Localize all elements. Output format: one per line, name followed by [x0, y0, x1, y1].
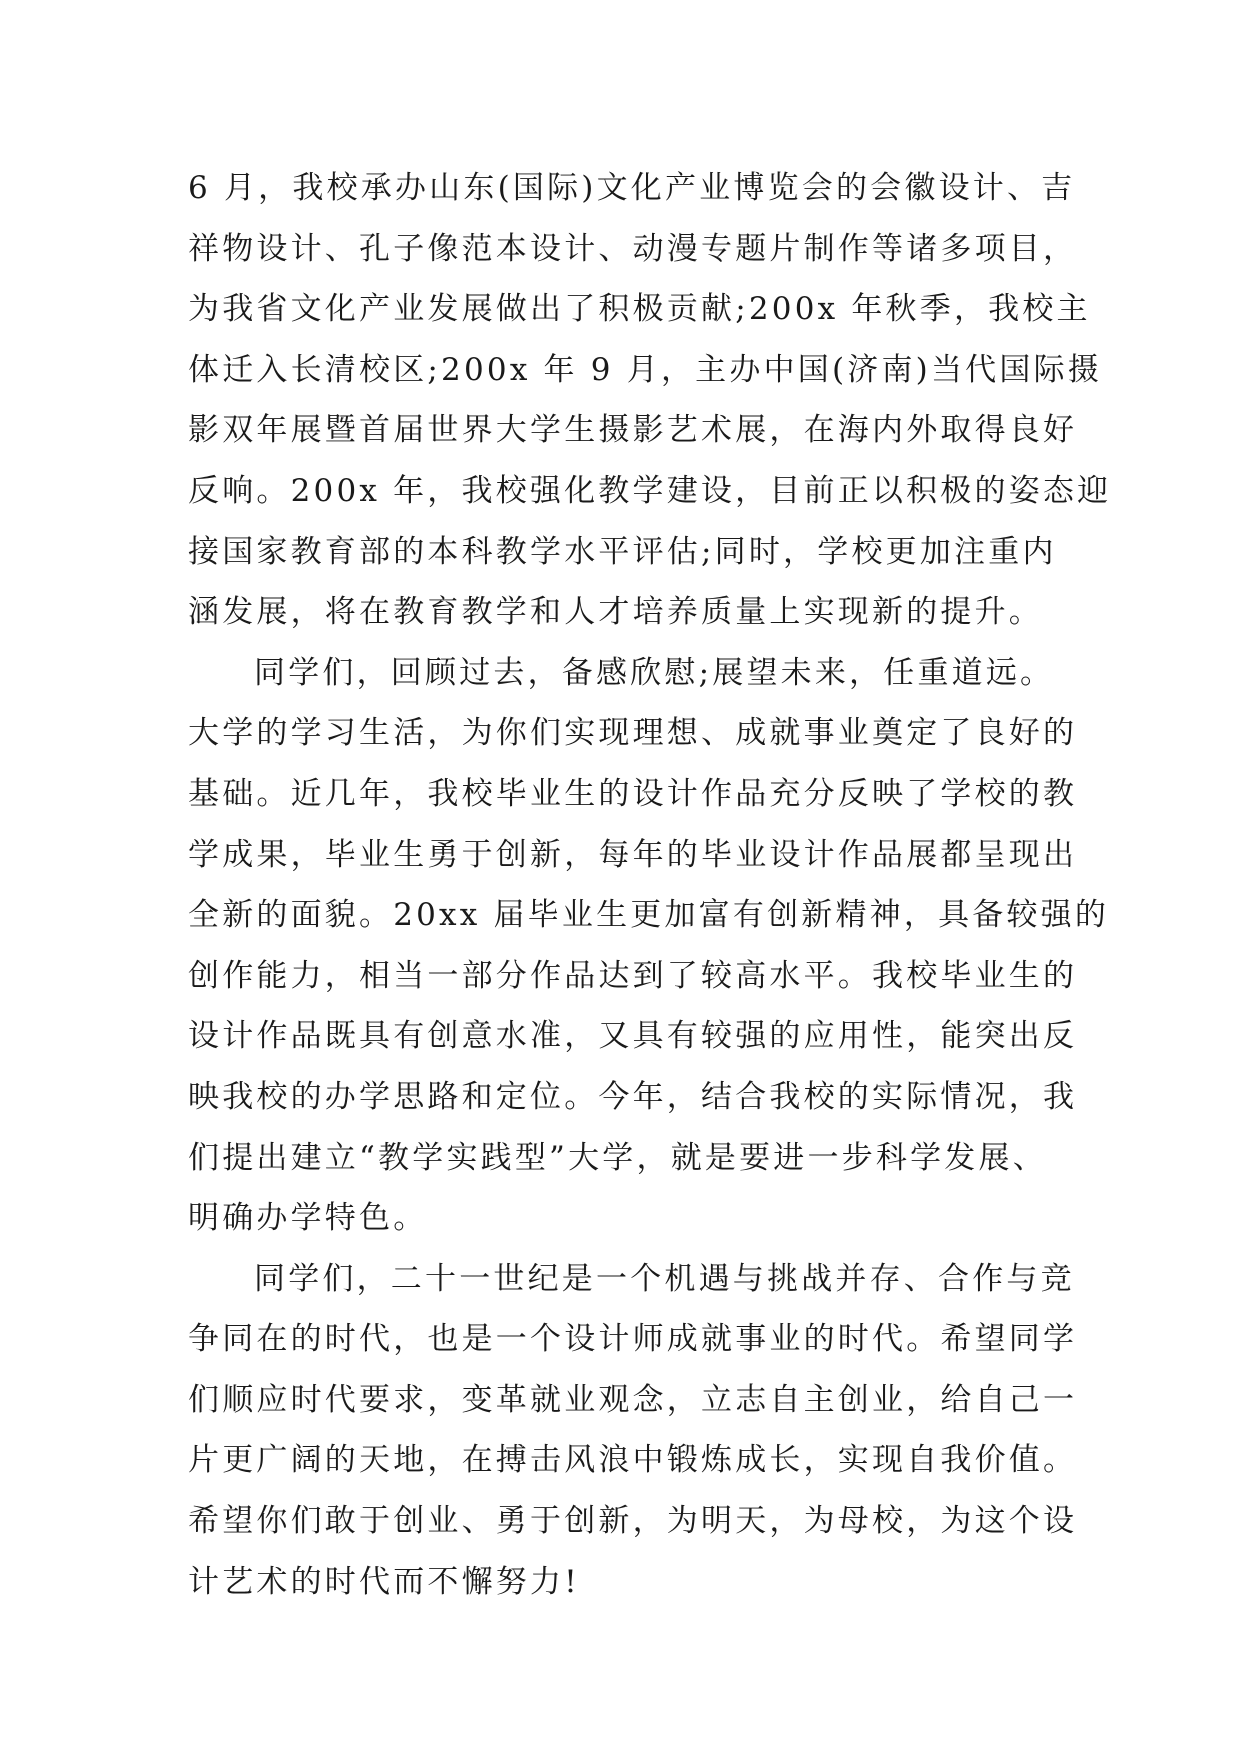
text-line: 接国家教育部的本科教学水平评估;同时，学校更加注重内 [188, 533, 1057, 570]
text-line: 体迁入长清校区;200x 年 9 月，主办中国(济南)当代国际摄 [188, 351, 1102, 388]
text-line: 映我校的办学思路和定位。今年，结合我校的实际情况，我 [188, 1078, 1078, 1115]
text-line: 争同在的时代，也是一个设计师成就事业的时代。希望同学 [188, 1321, 1078, 1358]
text-line: 祥物设计、孔子像范本设计、动漫专题片制作等诸多项目， [188, 230, 1078, 267]
text-line: 影双年展暨首届世界大学生摄影艺术展，在海内外取得良好 [188, 412, 1078, 449]
text-line-first: 同学们，回顾过去，备感欣慰;展望未来，任重道远。 [254, 654, 1055, 691]
text-line: 计艺术的时代而不懈努力! [188, 1563, 580, 1600]
text-line: 们提出建立“教学实践型”大学，就是要进一步科学发展、 [188, 1139, 1047, 1176]
text-line: 们顺应时代要求，变革就业观念，立志自主创业，给自己一 [188, 1381, 1078, 1418]
text-line: 学成果，毕业生勇于创新，每年的毕业设计作品展都呈现出 [188, 836, 1078, 873]
text-line: 创作能力，相当一部分作品达到了较高水平。我校毕业生的 [188, 957, 1078, 994]
text-line: 6 月，我校承办山东(国际)文化产业博览会的会徽设计、吉 [188, 170, 1076, 206]
text-line: 设计作品既具有创意水准，又具有较强的应用性，能突出反 [188, 1018, 1078, 1055]
text-line: 基础。近几年，我校毕业生的设计作品充分反映了学校的教 [188, 775, 1078, 812]
body-text [188, 158, 1112, 1612]
text-line: 全新的面貌。20xx 届毕业生更加富有创新精神，具备较强的 [188, 897, 1110, 934]
text-line: 为我省文化产业发展做出了积极贡献;200x 年秋季，我校主 [188, 291, 1091, 328]
text-line: 大学的学习生活，为你们实现理想、成就事业奠定了良好的 [188, 715, 1078, 752]
text-line: 希望你们敢于创业、勇于创新，为明天，为母校，为这个设 [188, 1503, 1078, 1540]
text-line: 明确办学特色。 [188, 1200, 428, 1237]
paragraph-2 [188, 643, 1110, 1249]
text-line: 片更广阔的天地，在搏击风浪中锻炼成长，实现自我价值。 [188, 1442, 1078, 1479]
text-line-first: 同学们，二十一世纪是一个机遇与挑战并存、合作与竞 [254, 1260, 1075, 1297]
paragraph-1 [188, 158, 1112, 643]
paragraph-3 [188, 1249, 1078, 1613]
text-line: 涵发展，将在教育教学和人才培养质量上实现新的提升。 [188, 594, 1043, 631]
text-line: 反响。200x 年，我校强化教学建设，目前正以积极的姿态迎 [188, 472, 1112, 509]
